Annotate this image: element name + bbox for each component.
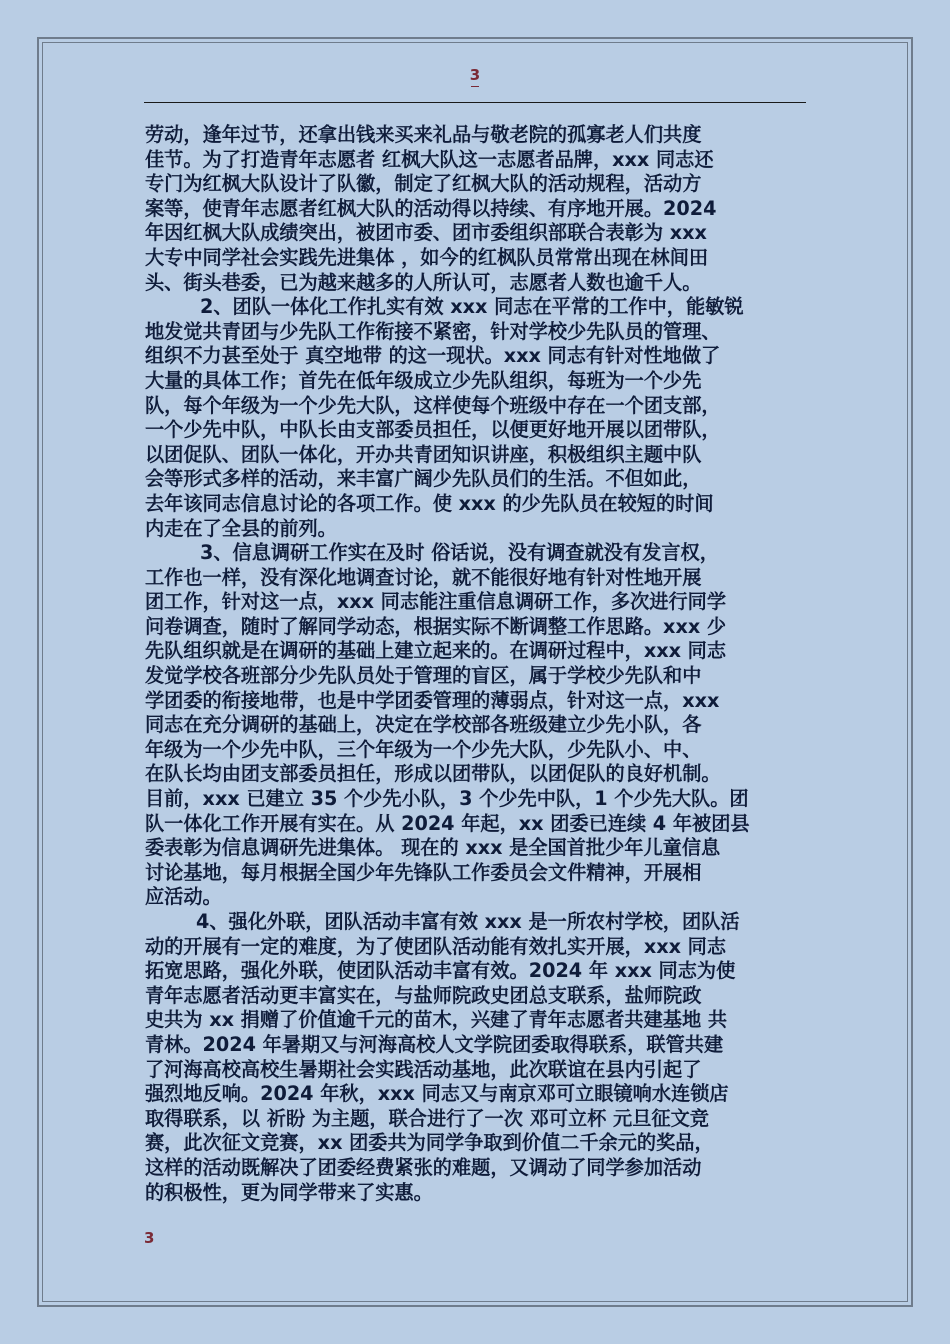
text-line: 赛，此次征文竞赛，xx 团委共为同学争取到价值二千余元的奖品， [145,1131,714,1155]
text-line: 劳动，逢年过节，还拿出钱来买来礼品与敬老院的孤寡老人们共度 [145,123,702,146]
text-line: 会等形式多样的活动，来丰富广阔少先队员们的生活。不但如此， [145,467,702,491]
text-line: 史共为 xx 捐赠了价值逾千元的苗木，兴建了青年志愿者共建基地 共 [145,1008,728,1032]
text-line: 大量的具体工作；首先在低年级成立少先队组织，每班为一个少先 [145,368,702,392]
header-page-number: 3 [469,66,481,84]
text-line: 年因红枫大队成绩突出，被团市委、团市委组织部联合表彰为 xxx [145,221,707,245]
text-line: 目前，xxx 已建立 35 个少先小队，3 个少先中队，1 个少先大队。团 [145,787,749,811]
text-line: 取得联系，以 祈盼 为主题，联合进行了一次 邓可立杯 元旦征文竞 [145,1106,709,1130]
text-line: 专门为红枫大队设计了队徽，制定了红枫大队的活动规程，活动方 [145,172,702,196]
text-line: 先队组织就是在调研的基础上建立起来的。在调研过程中，xxx 同志 [145,639,727,663]
text-line: 拓宽思路，强化外联，使团队活动丰富有效。2024 年 xxx 同志为使 [145,959,736,983]
text-line: 一个少先中队，中队长由支部委员担任，以便更好地开展以团带队， [145,418,721,442]
text-line: 发觉学校各班部分少先队员处于管理的盲区，属于学校少先队和中 [145,664,702,688]
text-line: 了河海高校高校生暑期社会实践活动基地，此次联谊在县内引起了 [145,1057,702,1081]
text-line: 队，每个年级为一个少先大队，这样使每个班级中存在一个团支部， [145,393,721,417]
text-line: 头、街头巷委，已为越来越多的人所认可，志愿者人数也逾千人。 [145,270,702,294]
text-line: 动的开展有一定的难度，为了使团队活动能有效扎实开展，xxx 同志 [145,934,727,958]
paragraph-3-first-line: 3、信息调研工作实在及时 俗话说，没有调查就没有发言权， [200,541,719,565]
footer-page-number: 3 [144,1229,155,1247]
text-line: 应活动。 [145,885,222,909]
text-line: 同志在充分调研的基础上，决定在学校部各班级建立少先小队，各 [145,713,702,737]
header-rule [144,102,806,103]
text-line: 青年志愿者活动更丰富实在，与盐师院政史团总支联系，盐师院政 [145,983,702,1007]
text-line: 工作也一样，没有深化地调查讨论，就不能很好地有针对性地开展 [145,565,702,589]
header-page-number-underline [471,86,479,87]
text-line: 以团促队、团队一体化，开办共青团知识讲座，积极组织主题中队 [145,442,702,466]
text-line: 去年该同志信息讨论的各项工作。使 xxx 的少先队员在较短的时间 [145,491,714,515]
text-line: 案等，使青年志愿者红枫大队的活动得以持续、有序地开展。2024 [145,196,717,220]
text-line: 的积极性，更为同学带来了实惠。 [145,1180,433,1204]
text-line: 强烈地反响。2024 年秋，xxx 同志又与南京邓可立眼镜响水连锁店 [145,1082,729,1106]
text-line: 在队长均由团支部委员担任，形成以团带队，以团促队的良好机制。 [145,762,721,786]
text-line: 团工作，针对这一点，xxx 同志能注重信息调研工作，多次进行同学 [145,590,727,614]
paragraph-2-first-line: 2、团队一体化工作扎实有效 xxx 同志在平常的工作中，能敏锐 [200,295,744,319]
paragraph-4-first-line: 4、强化外联，团队活动丰富有效 xxx 是一所农村学校，团队活 [196,910,740,933]
text-line: 委表彰为信息调研先进集体。 现在的 xxx 是全国首批少年儿童信息 [145,836,721,860]
text-line: 队一体化工作开展有实在。从 2024 年起，xx 团委已连续 4 年被团县 [145,811,750,835]
text-line: 讨论基地，每月根据全国少年先锋队工作委员会文件精神，开展相 [145,860,702,884]
text-line: 内走在了全县的前列。 [145,516,337,540]
text-line: 问卷调查，随时了解同学动态，根据实际不断调整工作思路。xxx 少 [145,614,727,638]
document-body [145,123,825,1205]
text-line: 这样的活动既解决了团委经费紧张的难题，又调动了同学参加活动 [145,1155,702,1179]
text-line: 佳节。为了打造青年志愿者 红枫大队这一志愿者品牌，xxx 同志还 [145,147,714,171]
text-line: 组织不力甚至处于 真空地带 的这一现状。xxx 同志有针对性地做了 [145,344,721,368]
text-line: 大专中同学社会实践先进集体 ，如今的红枫队员常常出现在林间田 [145,245,709,269]
text-line: 地发觉共青团与少先队工作衔接不紧密，针对学校少先队员的管理、 [145,319,721,343]
text-line: 学团委的衔接地带，也是中学团委管理的薄弱点，针对这一点，xxx [145,688,720,712]
text-line: 年级为一个少先中队，三个年级为一个少先大队，少先队小、中、 [145,737,702,761]
text-line: 青林。2024 年暑期又与河海高校人文学院团委取得联系，联管共建 [145,1032,724,1056]
